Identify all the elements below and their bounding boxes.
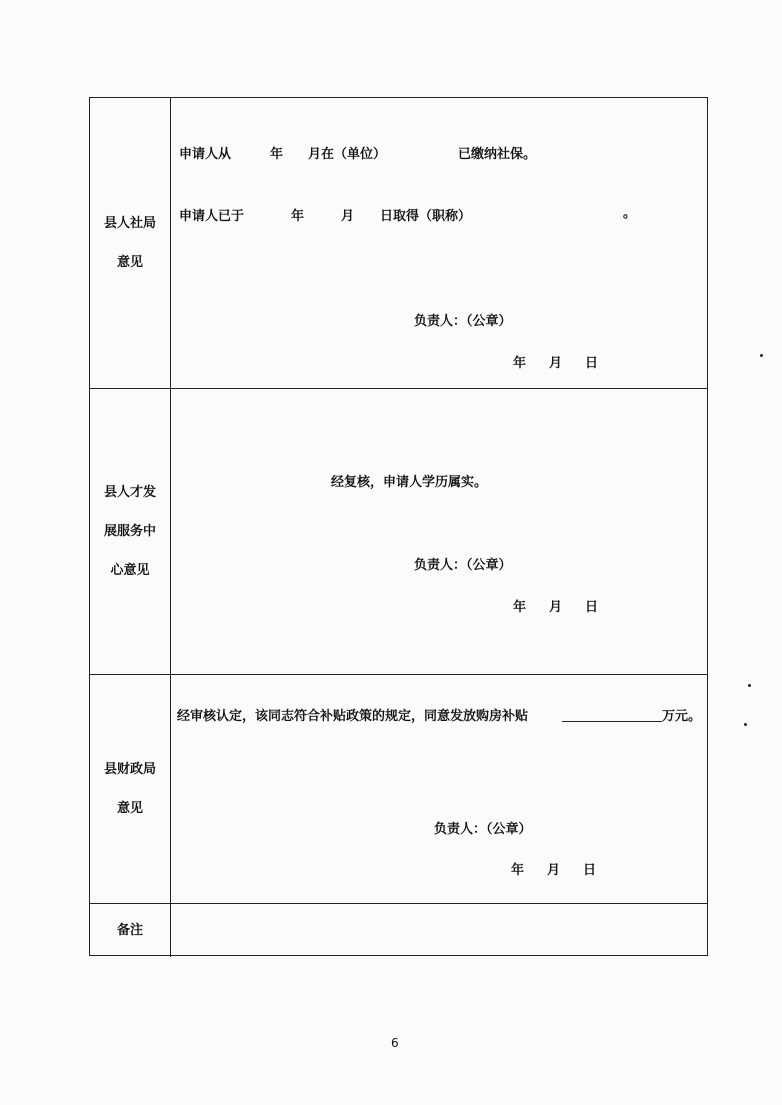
text-subsidy-approval: 经审核认定，该同志符合补贴政策的规定，同意发放购房补贴 xyxy=(177,709,529,724)
remarks-content xyxy=(171,904,707,957)
date-year: 年 xyxy=(511,863,525,878)
date-day: 日 xyxy=(583,863,597,878)
text-month-unit: 月在（单位） xyxy=(308,147,387,162)
row-label-text: 备注 xyxy=(116,923,143,938)
text-applicant-since: 申请人已于 xyxy=(179,209,245,224)
text-applicant-from: 申请人从 xyxy=(179,147,232,162)
text-period: 。 xyxy=(623,206,637,221)
row-label xyxy=(90,98,171,388)
text-education-verified: 经复核，申请人学历属实。 xyxy=(331,475,488,490)
text-unit-wan-yuan: 万元。 xyxy=(662,709,702,724)
date-day: 日 xyxy=(585,600,599,615)
subsidy-amount-blank xyxy=(562,721,662,722)
date-month: 月 xyxy=(549,356,563,371)
row-content xyxy=(171,389,707,674)
signature-line: 负责人：（公章） xyxy=(414,558,512,573)
row-talent-service-center xyxy=(90,389,707,675)
page-number: 6 xyxy=(391,1036,399,1050)
date-month: 月 xyxy=(547,863,561,878)
row-label xyxy=(90,389,171,674)
row-label xyxy=(90,675,171,903)
row-content xyxy=(171,98,707,388)
scan-speck xyxy=(748,684,751,687)
row-label xyxy=(90,904,171,957)
date-year: 年 xyxy=(513,600,527,615)
row-label-text: 县人社局意见 xyxy=(103,216,156,270)
signature-line: 负责人：（公章） xyxy=(434,822,532,837)
scan-speck xyxy=(760,354,763,357)
row-content xyxy=(171,675,707,903)
scan-speck xyxy=(744,723,747,726)
row-label-text: 县财政局意见 xyxy=(103,762,156,816)
row-county-hr-bureau xyxy=(90,98,707,389)
date-month: 月 xyxy=(549,600,563,615)
signature-line: 负责人：（公章） xyxy=(414,314,512,329)
text-year: 年 xyxy=(291,209,305,224)
date-year: 年 xyxy=(513,356,527,371)
text-social-insurance-paid: 已缴纳社保。 xyxy=(458,147,537,162)
row-label-text: 县人才发展服务中心意见 xyxy=(103,485,156,578)
text-day-title: 日取得（职称） xyxy=(380,209,472,224)
row-county-finance-bureau xyxy=(90,675,707,904)
text-month: 月 xyxy=(341,209,355,224)
text-year: 年 xyxy=(270,147,284,162)
row-remarks xyxy=(90,904,707,957)
date-day: 日 xyxy=(585,356,599,371)
approval-form-table xyxy=(89,97,708,956)
